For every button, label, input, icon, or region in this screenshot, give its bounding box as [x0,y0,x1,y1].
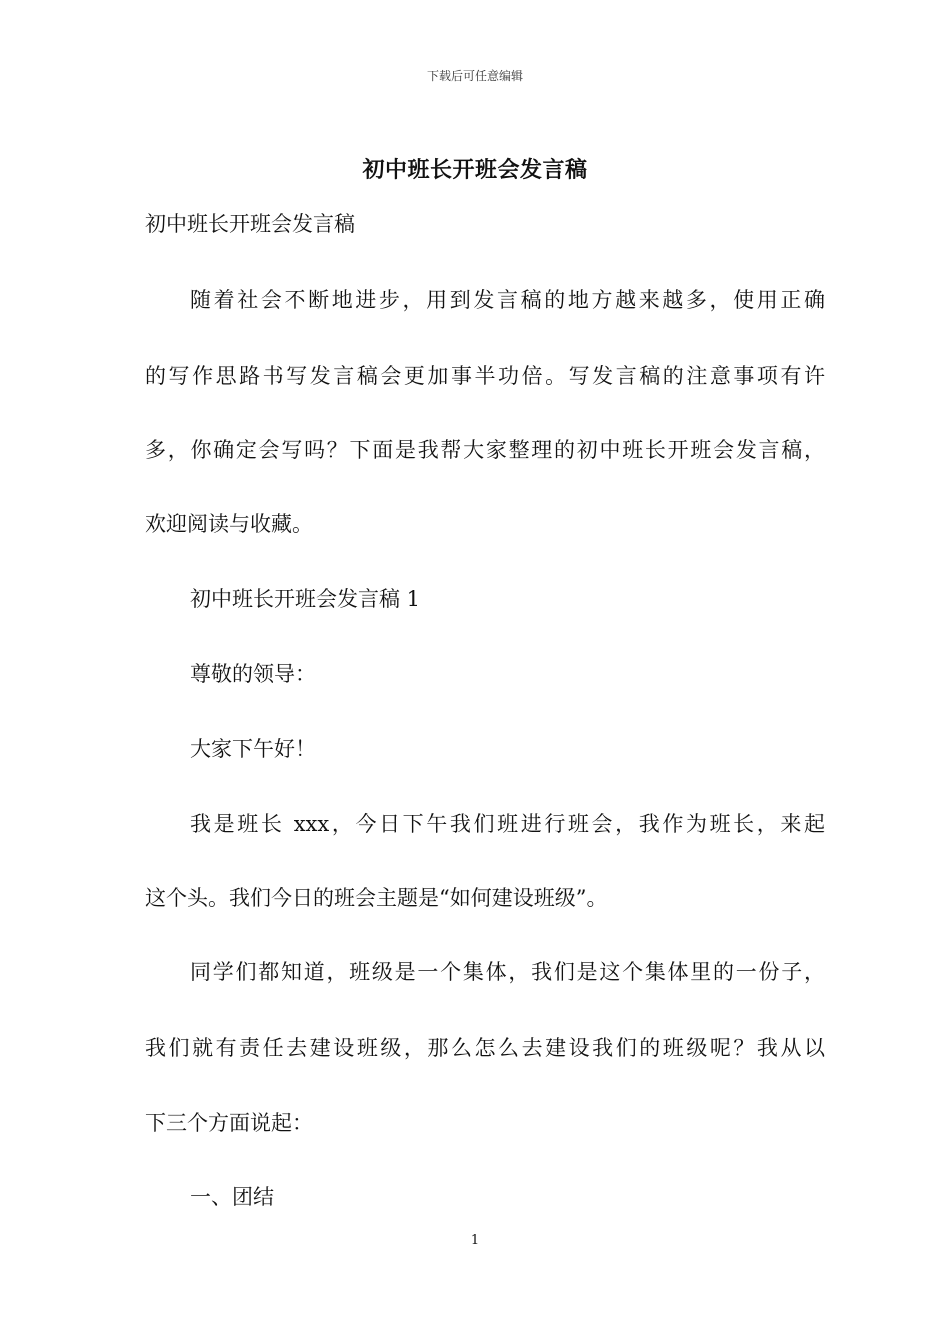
paragraph-line: 我们就有责任去建设班级，那么怎么去建设我们的班级呢？我从以 [145,1036,825,1060]
section-heading: 初中班长开班会发言稿 1 [190,587,421,611]
paragraph-line: 随着社会不断地进步，用到发言稿的地方越来越多，使用正确 [190,288,825,312]
paragraph-line: 欢迎阅读与收藏。 [145,512,313,536]
header-note: 下载后可任意编辑 [426,69,523,83]
paragraph-line: 下三个方面说起： [145,1111,313,1135]
paragraph-line: 同学们都知道，班级是一个集体，我们是这个集体里的一份子， [190,960,825,984]
page-number: 1 [470,1233,480,1248]
paragraph-line: 的写作思路书写发言稿会更加事半功倍。写发言稿的注意事项有许 [145,364,825,388]
salutation-line: 尊敬的领导： [190,662,316,686]
greeting-line: 大家下午好！ [190,737,316,761]
paragraph-line: 多，你确定会写吗？下面是我帮大家整理的初中班长开班会发言稿， [145,438,825,462]
subtitle-line: 初中班长开班会发言稿 [145,212,355,236]
paragraph-line: 我是班长 xxx，今日下午我们班进行班会，我作为班长，来起 [190,812,825,836]
paragraph-line: 这个头。我们今日的班会主题是“如何建设班级”。 [145,886,608,910]
section-heading: 一、团结 [190,1185,274,1209]
document-title: 初中班长开班会发言稿 [362,157,588,183]
